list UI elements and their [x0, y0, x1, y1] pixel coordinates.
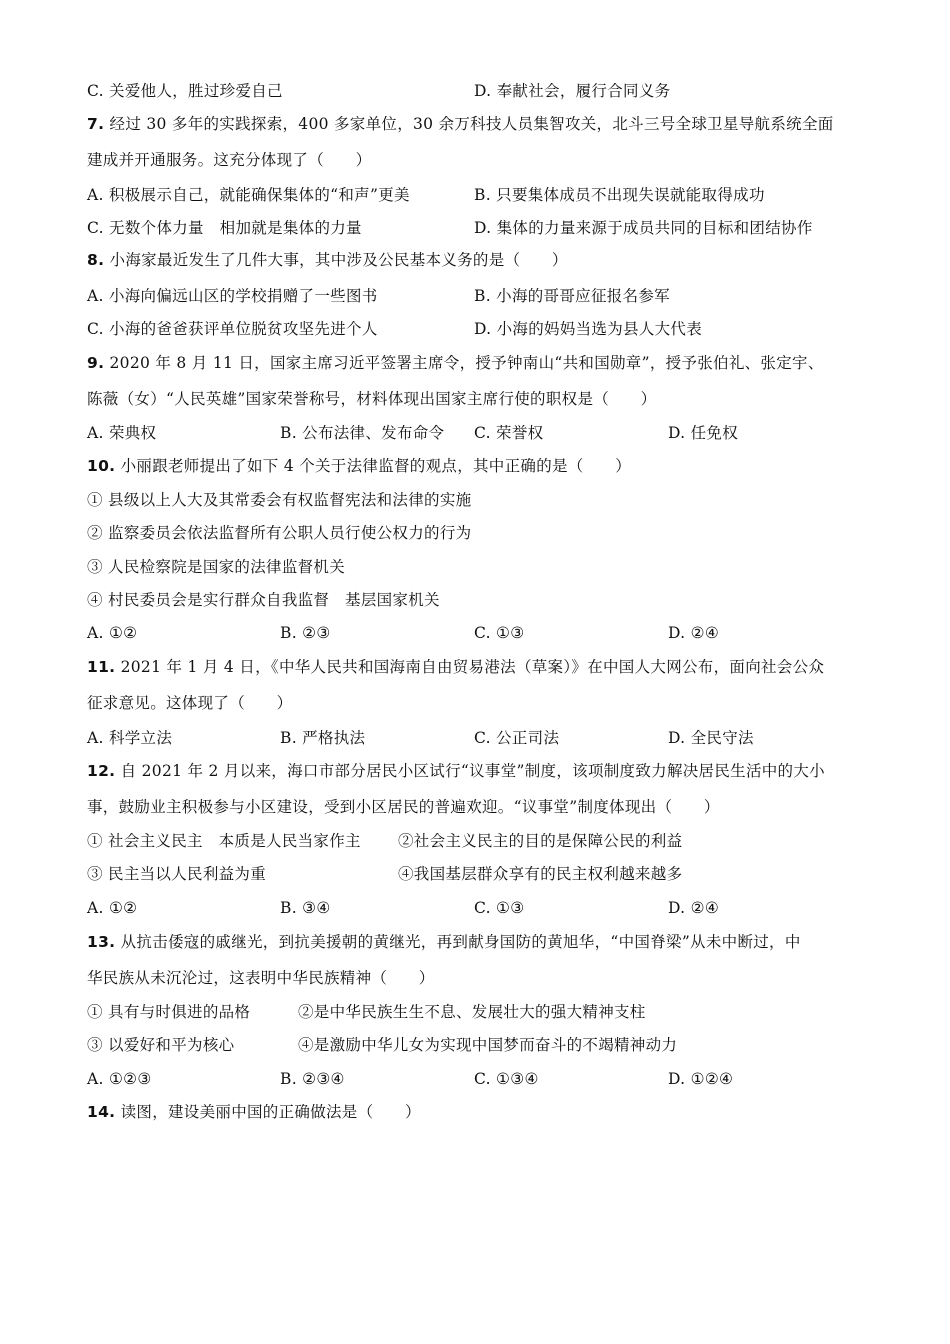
q13-option-c: C. ①③④: [474, 1070, 539, 1088]
q11-option-a: A. 科学立法: [87, 729, 173, 747]
q7-option-a: A. 积极展示自己，就能确保集体的“和声”更美: [87, 186, 410, 204]
question-number: 13.: [87, 933, 116, 951]
question-10-stem: [87, 455, 631, 477]
q7-option-b: B. 只要集体成员不出现失误就能取得成功: [474, 186, 765, 204]
question-number: 10.: [87, 457, 116, 475]
q12-statement-4: ④我国基层群众享有的民主权利越来越多: [398, 865, 683, 883]
q12-statement-3: ③ 民主当以人民利益为重: [87, 865, 267, 883]
question-7-stem-line-1: [87, 113, 834, 135]
q8-option-c: C. 小海的爸爸获评单位脱贫攻坚先进个人: [87, 320, 378, 338]
q13-statement-2: ②是中华民族生生不息、发展壮大的强大精神支柱: [298, 1003, 646, 1021]
q10-statement-4: ④ 村民委员会是实行群众自我监督 基层国家机关: [87, 591, 440, 609]
question-9-stem-line-2: 陈薇（女）“人民英雄”国家荣誉称号，材料体现出国家主席行使的职权是（ ）: [87, 390, 657, 408]
question-number: 9.: [87, 354, 105, 372]
question-text: 2020 年 8 月 11 日，国家主席习近平签署主席令，授予钟南山“共和国勋章”，授予张伯礼、张定宇、: [109, 354, 824, 372]
question-text: 从抗击倭寇的戚继光，到抗美援朝的黄继光，再到献身国防的黄旭华，“中国脊梁”从未中断过，中: [120, 933, 801, 951]
question-text: 自 2021 年 2 月以来，海口市部分居民小区试行“议事堂”制度，该项制度致力解决居民生活中的大小: [120, 762, 825, 780]
question-11-stem-line-1: [87, 656, 824, 678]
q10-statement-3: ③ 人民检察院是国家的法律监督机关: [87, 558, 346, 576]
q13-statement-3: ③ 以爱好和平为核心: [87, 1036, 235, 1054]
q10-option-c: C. ①③: [474, 624, 525, 642]
question-12-stem-line-1: [87, 760, 825, 782]
q11-option-c: C. 公正司法: [474, 729, 560, 747]
q12-option-b: B. ③④: [280, 899, 331, 917]
q6-option-c: C. 关爱他人，胜过珍爱自己: [87, 82, 283, 100]
q13-option-a: A. ①②③: [87, 1070, 152, 1088]
q9-option-b: B. 公布法律、发布命令: [280, 424, 445, 442]
q10-statement-1: ① 县级以上人大及其常委会有权监督宪法和法律的实施: [87, 491, 472, 509]
q9-option-a: A. 荣典权: [87, 424, 157, 442]
q10-option-b: B. ②③: [280, 624, 331, 642]
question-12-stem-line-2: 事，鼓励业主积极参与小区建设，受到小区居民的普遍欢迎。“议事堂”制度体现出（ ）: [87, 798, 720, 816]
q10-statement-2: ② 监察委员会依法监督所有公职人员行使公权力的行为: [87, 524, 472, 542]
q13-option-b: B. ②③④: [280, 1070, 345, 1088]
q11-option-d: D. 全民守法: [668, 729, 754, 747]
question-text: 2021 年 1 月 4 日，《中华人民共和国海南自由贸易港法（草案）》在中国人大网公布，面向社会公众: [120, 658, 825, 676]
question-13-stem-line-1: [87, 931, 801, 953]
q13-statement-4: ④是激励中华儿女为实现中国梦而奋斗的不竭精神动力: [298, 1036, 678, 1054]
q10-option-a: A. ①②: [87, 624, 138, 642]
question-7-stem-line-2: 建成并开通服务。这充分体现了（ ）: [87, 151, 372, 169]
q13-option-d: D. ①②④: [668, 1070, 734, 1088]
question-text: 读图，建设美丽中国的正确做法是（ ）: [120, 1103, 421, 1121]
question-text: 经过 30 多年的实践探索，400 多家单位，30 余万科技人员集智攻关，北斗三号全球卫星导航系统全面: [109, 115, 834, 133]
q11-option-b: B. 严格执法: [280, 729, 366, 747]
q7-option-c: C. 无数个体力量 相加就是集体的力量: [87, 219, 362, 237]
question-text: 小丽跟老师提出了如下 4 个关于法律监督的观点，其中正确的是（ ）: [120, 457, 632, 475]
q10-option-d: D. ②④: [668, 624, 720, 642]
question-11-stem-line-2: 征求意见。这体现了（ ）: [87, 694, 293, 712]
q13-statement-1: ① 具有与时俱进的品格: [87, 1003, 251, 1021]
question-number: 12.: [87, 762, 116, 780]
question-14-stem: [87, 1101, 421, 1123]
q7-option-d: D. 集体的力量来源于成员共同的目标和团结协作: [474, 219, 813, 237]
q12-option-a: A. ①②: [87, 899, 138, 917]
question-number: 7.: [87, 115, 105, 133]
q12-option-d: D. ②④: [668, 899, 720, 917]
q9-option-d: D. 任免权: [668, 424, 739, 442]
q12-statement-1: ① 社会主义民主 本质是人民当家作主: [87, 832, 361, 850]
q12-option-c: C. ①③: [474, 899, 525, 917]
question-text: 小海家最近发生了几件大事，其中涉及公民基本义务的是（ ）: [109, 251, 568, 269]
q9-option-c: C. 荣誉权: [474, 424, 544, 442]
q8-option-a: A. 小海向偏远山区的学校捐赠了一些图书: [87, 287, 378, 305]
question-number: 14.: [87, 1103, 116, 1121]
q12-statement-2: ②社会主义民主的目的是保障公民的利益: [398, 832, 683, 850]
question-13-stem-line-2: 华民族从未沉沦过，这表明中华民族精神（ ）: [87, 969, 435, 987]
question-number: 8.: [87, 251, 105, 269]
question-number: 11.: [87, 658, 116, 676]
question-9-stem-line-1: [87, 352, 824, 374]
q8-option-b: B. 小海的哥哥应征报名参军: [474, 287, 670, 305]
q8-option-d: D. 小海的妈妈当选为县人大代表: [474, 320, 703, 338]
q6-option-d: D. 奉献社会，履行合同义务: [474, 82, 671, 100]
question-8-stem: [87, 249, 568, 271]
